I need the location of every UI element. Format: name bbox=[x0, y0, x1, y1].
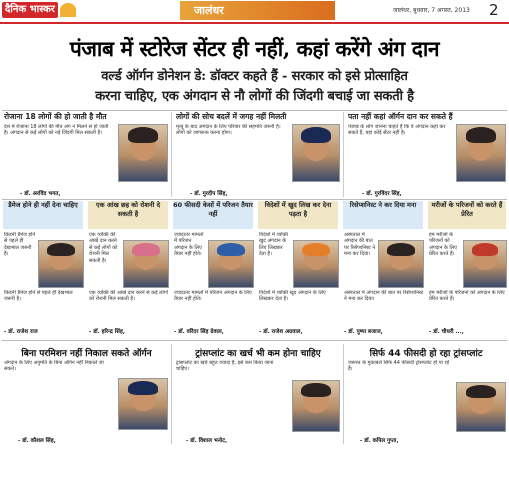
doctor-photo bbox=[463, 240, 507, 288]
story-text: विदेशों में व्यक्ति खुद अंगदान के लिए लिखकर देता है। bbox=[259, 232, 289, 258]
story-text: अस्पताल में अंगदान की बात पर रिसेप्शनिस्ट ने मना कर दिया। bbox=[344, 232, 376, 258]
date-line: जालंधर, बुधवार, 7 अगस्त, 2013 bbox=[393, 7, 470, 14]
story-text-continued: विदेशों में व्यक्ति खुद अंगदान के लिए लिखकर देता है। bbox=[259, 290, 326, 303]
story-text: एक व्यक्ति की आंखें दान करने से कई लोगों को रोशनी मिल सकती है। bbox=[89, 232, 118, 264]
story-text: पंजाब के लोग जानना चाहते हैं कि वे अंगदान कहां कर सकते हैं, यहां कोई सेंटर नहीं है। bbox=[348, 124, 446, 137]
story-title: एक आंख छह को रोशनी दे सकती है bbox=[88, 201, 168, 229]
story-title: मरीजों के परिजनों को करते हैं प्रेरित bbox=[428, 201, 506, 229]
story-text: ट्रांसप्लांट का खर्च बहुत ज्यादा है, इसे कम किया जाना चाहिए। bbox=[176, 360, 274, 373]
story-title: पता नहीं कहां ऑर्गन दान कर सकते हैं bbox=[348, 112, 453, 121]
story-byline: - डॉ. कपिल गुप्ता, bbox=[360, 438, 399, 444]
story-byline: - डॉ. विशाल भनोट, bbox=[186, 438, 228, 444]
story-byline: - डॉ. पुष्पा बजाज, bbox=[344, 329, 383, 335]
doctor-photo bbox=[378, 240, 424, 288]
story-title: ट्रांसप्लांट का खर्च भी कम होना चाहिए bbox=[195, 349, 321, 359]
doctor-photo bbox=[118, 124, 168, 182]
logo-text: दैनिक भास्कर bbox=[2, 2, 58, 18]
divider bbox=[2, 110, 507, 111]
story-text: ज्यादातर मामलों में परिजन अंगदान के लिए तैयार नहीं होते। bbox=[174, 232, 204, 258]
story-text-continued: अस्पताल में अंगदान की बात पर रिसेप्शनिस्ट ने मना कर दिया। bbox=[344, 290, 424, 303]
newspaper-logo bbox=[2, 2, 76, 18]
story-title: रिसेप्शनिस्ट ने कर दिया मना bbox=[343, 201, 423, 229]
story-title: रोजाना 18 लोगों की हो जाती है मौत bbox=[4, 112, 107, 121]
story-byline: - डॉ. हरिन्द्र सिंह, bbox=[89, 329, 125, 335]
story-title: 60 फीसदी केसों में परिजन तैयार नहीं bbox=[173, 201, 253, 229]
divider bbox=[2, 340, 507, 341]
story-byline: - डॉ. कौशल सिंह, bbox=[18, 438, 56, 444]
story-byline: - डॉ. अरविंद भगत, bbox=[20, 191, 61, 197]
page-number: 2 bbox=[489, 1, 499, 19]
story-byline: - डॉ. राजेश राज bbox=[4, 329, 38, 335]
story-title: डैमेज होने ही नहीं देना चाहिए bbox=[3, 201, 83, 229]
story-byline: - डॉ. गुरविंदर सिंह, bbox=[362, 191, 402, 197]
story-text: हम मरीजों के परिजनों को अंगदान के लिए प्रेरित करते हैं। bbox=[429, 232, 457, 258]
doctor-photo bbox=[38, 240, 84, 288]
logo-sun-icon bbox=[60, 3, 76, 17]
story-title: लोगों की सोच बदलें में जगह नहीं मिलती bbox=[176, 112, 287, 121]
doctor-photo bbox=[293, 240, 339, 288]
story-title: बिना परमिशन नहीं निकाल सकते ऑर्गन bbox=[21, 349, 152, 359]
story-text: देश में रोजाना 18 लोगों की मौत अंग न मिलने से हो जाती है। अंगदान से कई लोगों को नई जिंदगी मिल सकती है। bbox=[4, 124, 109, 137]
story-title: सिर्फ 44 फीसदी हो रहा ट्रांसप्लांट bbox=[369, 349, 483, 359]
story-text-continued: हम मरीजों के परिजनों को अंगदान के लिए प्रेरित करते हैं। bbox=[429, 290, 505, 303]
city-banner: जालंधर bbox=[180, 1, 335, 20]
column-divider bbox=[343, 112, 344, 197]
doctor-photo bbox=[208, 240, 254, 288]
doctor-photo bbox=[292, 380, 340, 432]
divider bbox=[2, 199, 507, 200]
story-text: अंगदान के लिए अनुमति के बिना ऑर्गन नहीं निकाले जा सकते। bbox=[4, 360, 104, 373]
doctor-photo bbox=[123, 240, 169, 288]
story-text: मृत्यु के बाद अंगदान के लिए परिवार की सहमति जरूरी है। लोगों को जागरूक करना होगा। bbox=[176, 124, 281, 137]
doctor-photo bbox=[292, 124, 340, 182]
story-byline: - डॉ. राजेश अग्रवाल, bbox=[259, 329, 303, 335]
story-text: जरूरत के मुकाबले सिर्फ 44 फीसदी ट्रांसप्लांट हो पा रहे हैं। bbox=[348, 360, 450, 373]
doctor-photo bbox=[456, 382, 506, 432]
main-headline: पंजाब में स्टोरेज सेंटर ही नहीं, कहां करेंगे अंग दान bbox=[69, 36, 440, 61]
story-byline: - डॉ. वरिंदर सिंह ग्रेवाल, bbox=[174, 329, 224, 335]
subheadline-line-2: करना चाहिए, एक अंगदान से नौ लोगों की जिंदगी बचाई जा सकती है bbox=[95, 89, 414, 104]
doctor-photo bbox=[456, 124, 506, 182]
story-title: विदेशों में खुद लिख कर देना पड़ता है bbox=[258, 201, 338, 229]
column-divider bbox=[171, 112, 172, 197]
doctor-photo bbox=[118, 378, 168, 430]
story-byline: - डॉ. गुरदीप सिंह, bbox=[190, 191, 228, 197]
column-divider bbox=[171, 344, 172, 444]
story-text-continued: ज्यादातर मामलों में परिजन अंगदान के लिए तैयार नहीं होते। bbox=[174, 290, 252, 303]
story-text: किडनी डैमेज होने से पहले ही देखभाल जरूरी है। bbox=[4, 232, 36, 258]
story-text-continued: किडनी डैमेज होने से पहले ही देखभाल जरूरी है। bbox=[4, 290, 73, 303]
story-byline: - डॉ. चौधरी ..., bbox=[429, 329, 464, 335]
column-divider bbox=[343, 344, 344, 444]
story-text-continued: एक व्यक्ति की आंखें दान करने से कई लोगों को रोशनी मिल सकती है। bbox=[89, 290, 168, 303]
masthead bbox=[0, 0, 509, 24]
subheadline-line-1: वर्ल्ड ऑर्गन डोनेशन डे: डॉक्टर कहते हैं - सरकार को इसे प्रोत्साहित bbox=[101, 69, 408, 84]
